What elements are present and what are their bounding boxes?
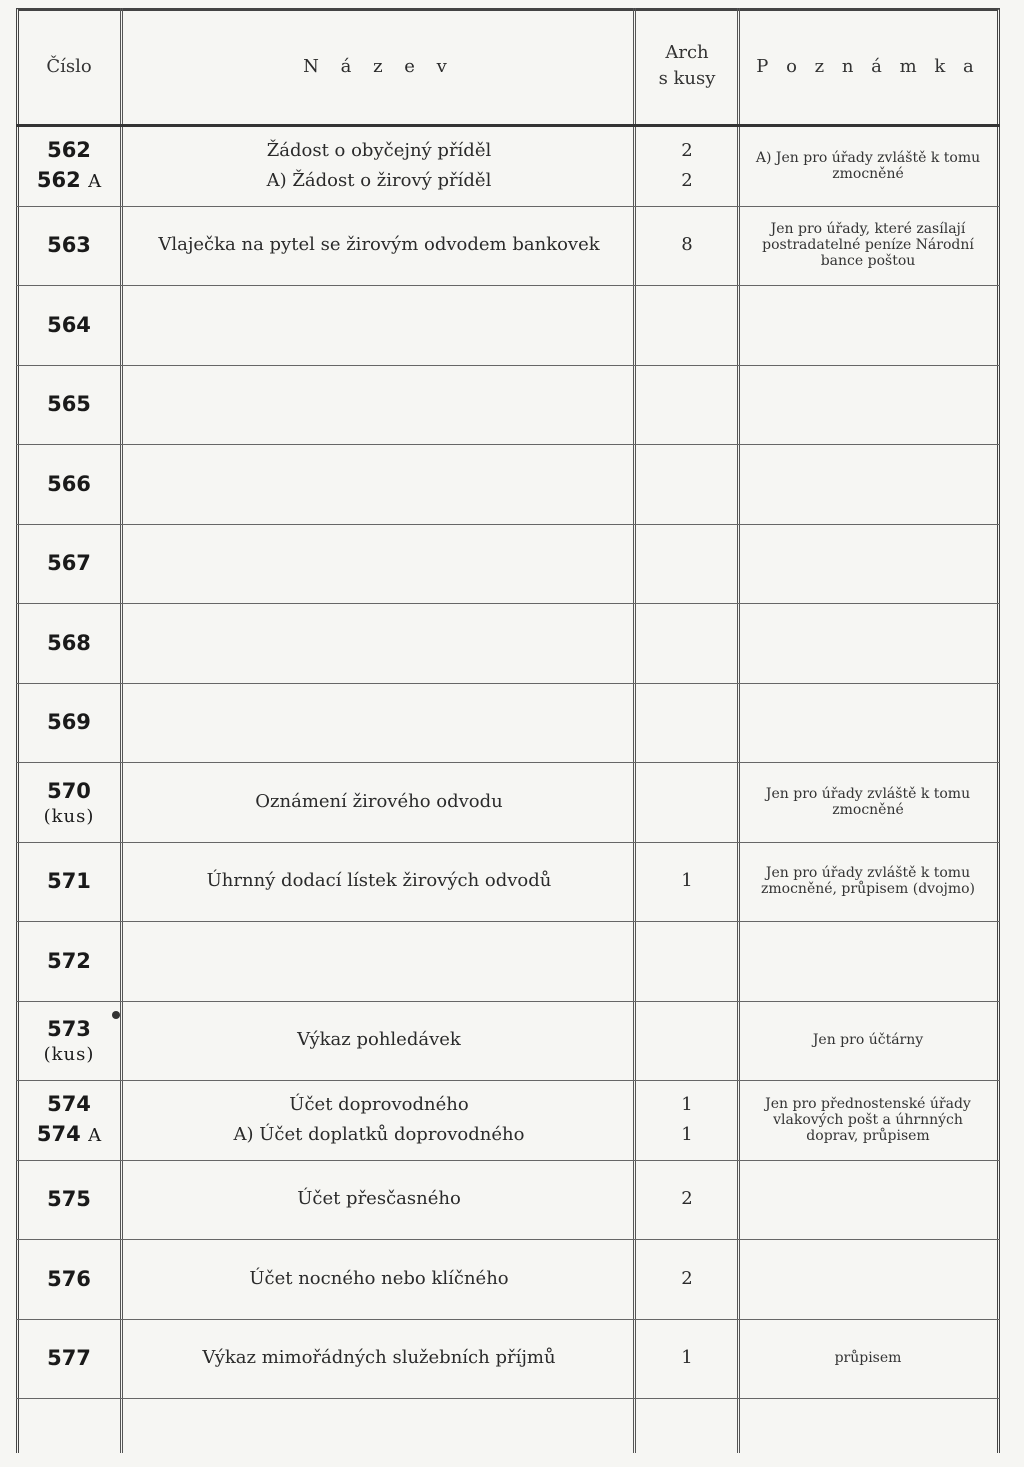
row-number: [16, 365, 122, 445]
row-number: [16, 842, 122, 922]
row-unit-label: (kus): [43, 1044, 95, 1066]
row-name-line: A) Účet doplatků doprovodného: [233, 1123, 525, 1145]
row-arch-value: 8: [681, 234, 693, 256]
row-note: [740, 126, 996, 206]
row-arch: [636, 126, 738, 206]
row-name-line: Účet přesčasného: [297, 1188, 461, 1210]
row-arch: [636, 1001, 738, 1081]
header-arch-line1: Arch: [665, 42, 709, 63]
row-name: [126, 842, 632, 922]
row-name: [126, 603, 632, 683]
row-arch-value: 2: [681, 1267, 693, 1289]
row-arch: [636, 683, 738, 763]
row-name-line: Výkaz pohledávek: [297, 1029, 461, 1051]
row-number-main: 565: [47, 392, 91, 417]
row-number-main: 574: [47, 1091, 91, 1116]
row-number: [16, 1080, 122, 1160]
row-arch: [636, 1080, 738, 1160]
row-number-sub: [37, 165, 101, 197]
row-note: [740, 683, 996, 763]
row-note: [740, 285, 996, 365]
row-name: [126, 1160, 632, 1240]
row-number: [16, 921, 122, 1001]
row-note: [740, 603, 996, 683]
row-number-main: 569: [47, 710, 91, 735]
ink-dot-mark: [112, 1011, 120, 1019]
row-arch: [636, 365, 738, 445]
row-number: [16, 603, 122, 683]
row-name-line: Účet doprovodného: [289, 1093, 469, 1115]
row-note-text: Jen pro účtárny: [812, 1032, 924, 1049]
row-name: [126, 1001, 632, 1081]
row-number-main: 567: [47, 551, 91, 576]
header-nazev: N á z e v: [303, 55, 455, 77]
row-number: [16, 126, 122, 206]
row-name-line: A) Žádost o žirový příděl: [266, 169, 492, 191]
row-arch-value: 1: [681, 1123, 693, 1145]
row-number: [16, 1001, 122, 1081]
row-name-line: Oznámení žirového odvodu: [255, 790, 503, 812]
row-note: [740, 762, 996, 842]
row-arch-value: 1: [681, 1093, 693, 1115]
row-arch: [636, 444, 738, 524]
row-name-line: Úhrnný dodací lístek žirových odvodů: [206, 870, 552, 892]
row-note: [740, 1080, 996, 1160]
row-note-text: Jen pro úřady zvláště k tomu zmocněné: [765, 785, 971, 818]
row-number: [16, 1160, 122, 1240]
row-number: [16, 762, 122, 842]
row-note: [740, 1239, 996, 1319]
row-arch: [636, 603, 738, 683]
row-name-line: Žádost o obyčejný příděl: [266, 139, 492, 161]
row-name: [126, 126, 632, 206]
row-number: [16, 206, 122, 286]
row-name-line: Výkaz mimořádných služebních příjmů: [202, 1347, 556, 1369]
row-arch: [636, 206, 738, 286]
row-note: [740, 524, 996, 604]
row-note-text: A) Jen pro úřady zvláště k tomu zmocněné: [755, 149, 981, 182]
row-number: [16, 683, 122, 763]
row-arch: [636, 1239, 738, 1319]
header-arch: [636, 8, 738, 124]
row-note-text: Jen pro úřady, které zasílají postradatelné peníze Národní bance poštou: [762, 221, 974, 270]
row-number-main: 564: [47, 312, 91, 337]
row-name: [126, 365, 632, 445]
row-name: [126, 762, 632, 842]
row-number-suffix: A: [88, 170, 102, 192]
row-note: [740, 444, 996, 524]
row-note: [740, 921, 996, 1001]
row-note: [740, 1001, 996, 1081]
row-note: [740, 206, 996, 286]
row-arch-value: 2: [681, 139, 693, 161]
row-name-line: Účet nocného nebo klíčného: [249, 1267, 509, 1289]
row-arch-value: 2: [681, 169, 693, 191]
row-number-main: 572: [47, 948, 91, 973]
row-note-text: průpisem: [834, 1350, 902, 1367]
row-name: [126, 1239, 632, 1319]
row-number-main: 562: [47, 137, 91, 162]
row-number: [16, 1239, 122, 1319]
row-note: [740, 842, 996, 922]
row-number: [16, 444, 122, 524]
row-arch: [636, 921, 738, 1001]
row-name: [126, 1080, 632, 1160]
row-number: [16, 1319, 122, 1399]
document-page: [16, 8, 1000, 1453]
row-number-main: 575: [47, 1187, 91, 1212]
row-note: [740, 1319, 996, 1399]
row-arch-value: 2: [681, 1188, 693, 1210]
header-cislo: Číslo: [46, 55, 92, 77]
row-arch: [636, 1319, 738, 1399]
row-number-sub-value: 574: [36, 1121, 81, 1146]
row-number: [16, 524, 122, 604]
row-name: [126, 524, 632, 604]
header-arch-line2: s kusy: [658, 68, 716, 89]
row-name: [126, 1319, 632, 1399]
row-note-text: Jen pro úřady zvláště k tomu zmocněné, průpisem (dvojmo): [761, 865, 975, 898]
row-number-main: 568: [47, 630, 91, 655]
row-note-text: Jen pro přednostenské úřady vlakových pošt a úhrnných doprav, průpisem: [765, 1095, 971, 1144]
row-number-suffix: A: [88, 1124, 102, 1146]
row-number-main: 570: [47, 778, 91, 803]
row-name: [126, 683, 632, 763]
row-number-main: 566: [47, 471, 91, 496]
row-arch-value: 1: [681, 870, 693, 892]
row-number-sub-value: 562: [36, 167, 81, 192]
row-name: [126, 206, 632, 286]
row-note: [740, 1160, 996, 1240]
row-arch-value: 1: [681, 1347, 693, 1369]
row-arch: [636, 524, 738, 604]
row-number-sub: [37, 1119, 101, 1151]
row-number-main: 573: [47, 1017, 91, 1042]
row-number-main: 571: [47, 869, 91, 894]
row-arch: [636, 285, 738, 365]
row-note: [740, 365, 996, 445]
row-number-main: 563: [47, 233, 91, 258]
row-number-main: 577: [47, 1346, 91, 1371]
row-name: [126, 921, 632, 1001]
row-name-line: Vlaječka na pytel se žirovým odvodem bankovek: [158, 234, 600, 256]
row-arch: [636, 762, 738, 842]
row-separator: [16, 1398, 1000, 1399]
row-arch: [636, 1160, 738, 1240]
row-arch: [636, 842, 738, 922]
row-number: [16, 285, 122, 365]
header-poznamka: P o z n á m k a: [756, 55, 980, 77]
row-unit-label: (kus): [43, 805, 95, 827]
row-number-main: 576: [47, 1266, 91, 1291]
row-name: [126, 444, 632, 524]
row-name: [126, 285, 632, 365]
